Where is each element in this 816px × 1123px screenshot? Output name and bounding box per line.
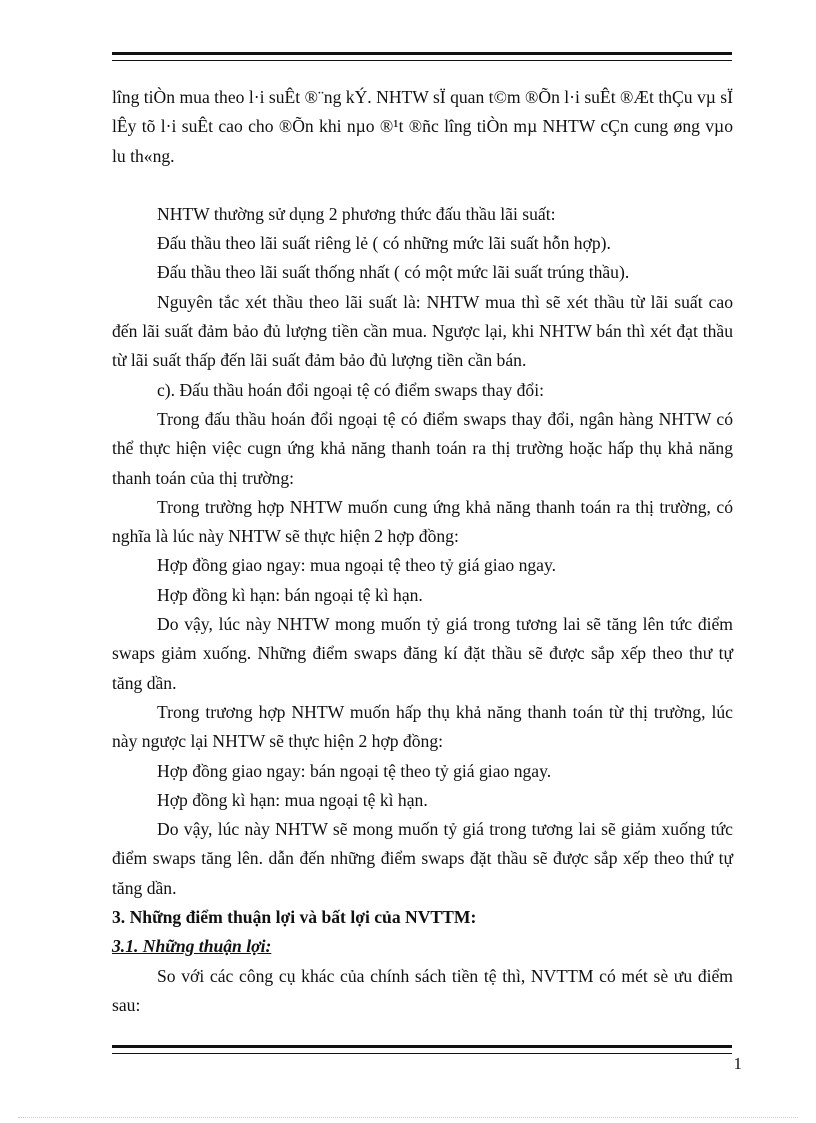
paragraph: Trong đấu thầu hoán đổi ngoại tệ có điểm swaps thay đổi, ngân hàng NHTW có thể thực hiện việc cugn ứng khả năng thanh toán ra thị trường hoặc hấp thụ khả năng thanh toán của thị trường: [112,408,733,488]
paragraph: Đấu thầu theo lãi suất riêng lẻ ( có những mức lãi suất hỗn hợp). [157,233,611,254]
page-number: 1 [733,1054,742,1073]
paragraph: Trong trường hợp NHTW muốn cung ứng khả năng thanh toán ra thị trường, có nghĩa là lúc này NHTW sẽ thực hiện 2 hợp đồng: [112,496,733,547]
page-boundary-dots [18,1117,798,1118]
paragraph-gap [112,171,733,200]
paragraph: Do vậy, lúc này NHTW mong muốn tỷ giá trong tương lai sẽ tăng lên tức điểm swaps giảm xuống. Những điểm swaps đăng kí đặt thầu sẽ được sắp xếp theo thư tự tăng dần. [112,614,733,693]
section-heading: 3. Những điểm thuận lợi và bất lợi của NVTTM: [112,907,477,928]
paragraph: So với các công cụ khác của chính sách tiền tệ thì, NVTTM có mét sè ưu điểm sau: [112,965,733,1015]
paragraph: Đấu thầu theo lãi suất thống nhất ( có một mức lãi suất trúng thầu). [157,262,630,283]
paragraph: Hợp đồng kì hạn: mua ngoại tệ kì hạn. [157,789,428,810]
paragraph-legacy-encoding: lîng tiÒn mua theo l·i suÊt ®¨ng kÝ. NHTW sÏ quan t©m ®Õn l·i suÊt ®Æt thÇu vµ sÏ lÊy tõ l·i suÊt cao cho ®Õn khi nµo ®¹t ®ñc lîng tiÒn mµ NHTW cÇn cung øng vµo lu th«ng. [112,87,733,166]
paragraph: Nguyên tắc xét thầu theo lãi suất là: NHTW mua thì sẽ xét thầu từ lãi suất cao đến lãi suất đảm bảo đủ lượng tiền cần mua. Ngược lại, khi NHTW bán thì xét đạt thầu từ lãi suất thấp đến lãi suất đảm bảo đủ lượng tiền cần bán. [112,291,733,371]
paragraph: Hợp đồng giao ngay: mua ngoại tệ theo tỷ giá giao ngay. [157,555,557,576]
paragraph: Hợp đồng kì hạn: bán ngoại tệ kì hạn. [157,584,423,605]
paragraph: Trong trương hợp NHTW muốn hấp thụ khả năng thanh toán từ thị trường, lúc này ngược lại NHTW sẽ thực hiện 2 hợp đồng: [112,701,733,752]
paragraph: Do vậy, lúc này NHTW sẽ mong muốn tỷ giá trong tương lai sẽ giảm xuống tức điểm swaps tăng lên. dẫn đến những điểm swaps đặt thầu sẽ được sắp xếp theo thứ tự tăng dần. [112,819,733,898]
footer-rule [112,1045,732,1054]
paragraph: c). Đấu thầu hoán đổi ngoại tệ có điểm swaps thay đổi: [157,379,544,400]
subsection-heading: 3.1. Những thuận lợi: [112,936,272,957]
page-content [112,83,733,1020]
header-rule [112,52,732,61]
paragraph: Hợp đồng giao ngay: bán ngoại tệ theo tỷ giá giao ngay. [157,760,552,781]
paragraph: NHTW thường sử dụng 2 phương thức đấu thầu lãi suất: [157,203,556,224]
